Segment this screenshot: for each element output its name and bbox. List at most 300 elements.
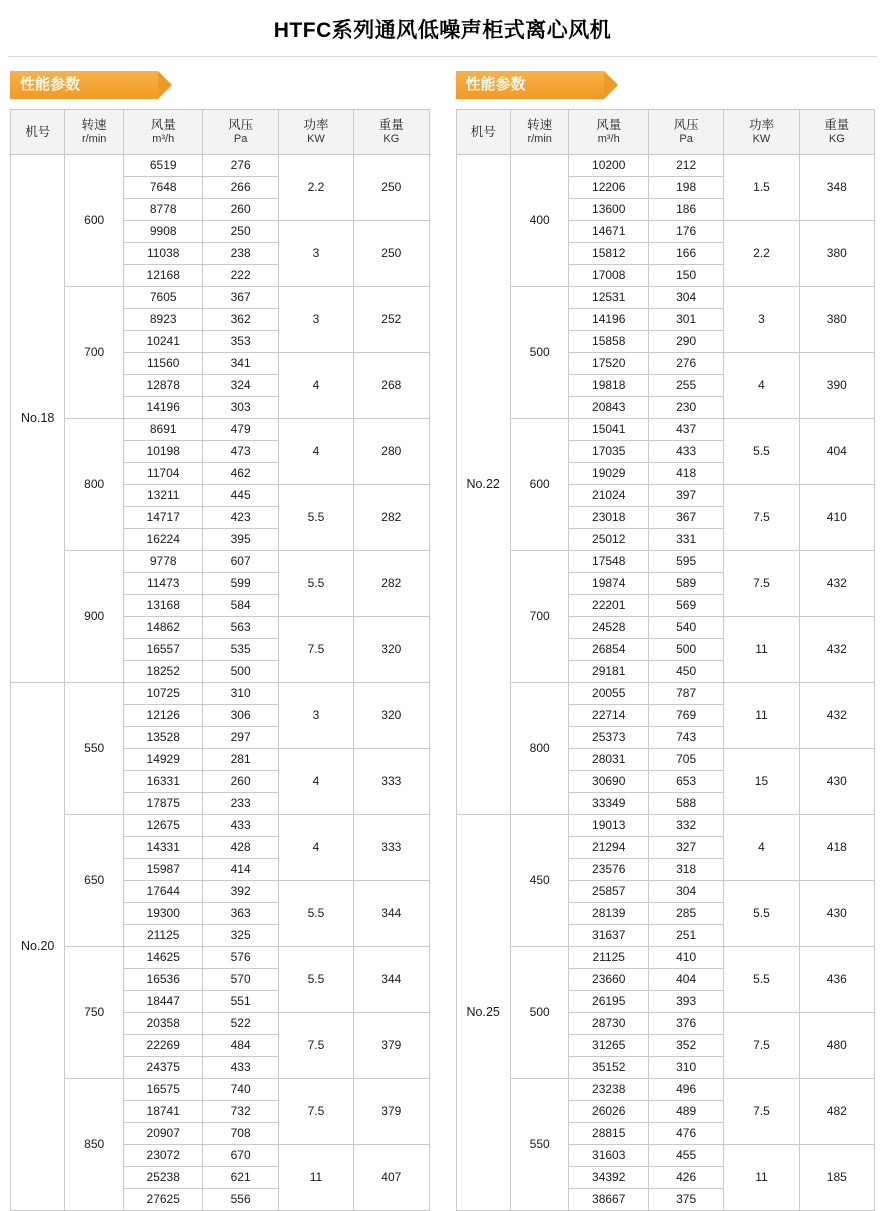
- cell-pressure: 392: [203, 881, 278, 903]
- cell-pressure: 375: [648, 1189, 723, 1211]
- cell-pressure: 740: [203, 1079, 278, 1101]
- cell-flow: 7605: [123, 287, 203, 309]
- cell-power: 4: [278, 815, 353, 881]
- section-header-left: [10, 71, 430, 99]
- cell-flow: 12126: [123, 705, 203, 727]
- cell-pressure: 769: [648, 705, 723, 727]
- cell-pressure: 418: [648, 463, 723, 485]
- cell-pressure: 353: [203, 331, 278, 353]
- cell-power: 4: [278, 353, 353, 419]
- cell-flow: 15987: [123, 859, 203, 881]
- cell-pressure: 535: [203, 639, 278, 661]
- cell-weight: 379: [354, 1013, 429, 1079]
- col-header-pressure-unit: Pa: [679, 132, 693, 145]
- cell-flow: 13168: [123, 595, 203, 617]
- cell-flow: 35152: [569, 1057, 649, 1079]
- cell-model: No.22: [456, 155, 510, 815]
- cell-pressure: 540: [648, 617, 723, 639]
- table-row: [11, 947, 430, 969]
- col-header-pressure: [203, 110, 278, 155]
- cell-speed: 400: [510, 155, 569, 287]
- cell-flow: 31265: [569, 1035, 649, 1057]
- cell-flow: 24528: [569, 617, 649, 639]
- cell-pressure: 705: [648, 749, 723, 771]
- table-row: [456, 287, 875, 309]
- cell-pressure: 304: [648, 881, 723, 903]
- cell-flow: 17008: [569, 265, 649, 287]
- cell-speed: 600: [65, 155, 124, 287]
- col-header-speed: [65, 110, 124, 155]
- cell-speed: 500: [510, 947, 569, 1079]
- cell-pressure: 266: [203, 177, 278, 199]
- cell-pressure: 500: [203, 661, 278, 683]
- table-header-right: [456, 110, 875, 155]
- cell-pressure: 570: [203, 969, 278, 991]
- cell-flow: 27625: [123, 1189, 203, 1211]
- cell-flow: 29181: [569, 661, 649, 683]
- cell-weight: 418: [799, 815, 874, 881]
- cell-pressure: 276: [203, 155, 278, 177]
- cell-pressure: 743: [648, 727, 723, 749]
- cell-pressure: 393: [648, 991, 723, 1013]
- cell-pressure: 479: [203, 419, 278, 441]
- cell-pressure: 450: [648, 661, 723, 683]
- col-header-power: [724, 110, 799, 155]
- table-body-right: [456, 155, 875, 1211]
- cell-weight: 282: [354, 551, 429, 617]
- cell-pressure: 589: [648, 573, 723, 595]
- table-row: [456, 683, 875, 705]
- cell-pressure: 787: [648, 683, 723, 705]
- cell-pressure: 176: [648, 221, 723, 243]
- performance-table-right: [456, 109, 876, 1211]
- cell-pressure: 363: [203, 903, 278, 925]
- table-body-left: [11, 155, 430, 1211]
- cell-flow: 10241: [123, 331, 203, 353]
- cell-flow: 11473: [123, 573, 203, 595]
- cell-flow: 25373: [569, 727, 649, 749]
- cell-pressure: 410: [648, 947, 723, 969]
- cell-flow: 12531: [569, 287, 649, 309]
- cell-flow: 18447: [123, 991, 203, 1013]
- cell-pressure: 473: [203, 441, 278, 463]
- cell-flow: 9778: [123, 551, 203, 573]
- col-header-pressure: [648, 110, 723, 155]
- cell-pressure: 341: [203, 353, 278, 375]
- col-header-weight-unit: KG: [828, 132, 845, 145]
- cell-pressure: 476: [648, 1123, 723, 1145]
- cell-pressure: 522: [203, 1013, 278, 1035]
- cell-weight: 404: [799, 419, 874, 485]
- cell-weight: 432: [799, 551, 874, 617]
- cell-speed: 750: [65, 947, 124, 1079]
- col-header-flow-unit: m³/h: [597, 132, 620, 145]
- cell-pressure: 367: [648, 507, 723, 529]
- cell-weight: 333: [354, 815, 429, 881]
- cell-model: No.18: [11, 155, 65, 683]
- cell-pressure: 576: [203, 947, 278, 969]
- cell-pressure: 276: [648, 353, 723, 375]
- cell-weight: 430: [799, 881, 874, 947]
- cell-flow: 17875: [123, 793, 203, 815]
- cell-flow: 21294: [569, 837, 649, 859]
- cell-flow: 8691: [123, 419, 203, 441]
- cell-flow: 15812: [569, 243, 649, 265]
- cell-pressure: 433: [648, 441, 723, 463]
- cell-pressure: 433: [203, 1057, 278, 1079]
- cell-pressure: 303: [203, 397, 278, 419]
- cell-flow: 25012: [569, 529, 649, 551]
- col-header-speed-unit: r/min: [527, 132, 552, 145]
- cell-pressure: 251: [648, 925, 723, 947]
- cell-pressure: 290: [648, 331, 723, 353]
- cell-weight: 250: [354, 221, 429, 287]
- cell-pressure: 595: [648, 551, 723, 573]
- cell-weight: 410: [799, 485, 874, 551]
- col-header-flow: [123, 110, 203, 155]
- cell-flow: 23018: [569, 507, 649, 529]
- section-header-label-left: 性能参数: [20, 76, 81, 93]
- cell-flow: 10198: [123, 441, 203, 463]
- cell-pressure: 397: [648, 485, 723, 507]
- cell-power: 3: [278, 683, 353, 749]
- cell-flow: 10200: [569, 155, 649, 177]
- header-row: [11, 110, 430, 155]
- cell-model: No.25: [456, 815, 510, 1211]
- cell-flow: 8923: [123, 309, 203, 331]
- performance-table-left: [10, 109, 430, 1211]
- cell-flow: 14717: [123, 507, 203, 529]
- col-header-flow-title: 风量: [596, 118, 622, 133]
- cell-power: 1.5: [724, 155, 799, 221]
- col-header-speed-title: 转速: [81, 118, 107, 133]
- cell-weight: 390: [799, 353, 874, 419]
- cell-pressure: 708: [203, 1123, 278, 1145]
- col-header-flow-title: 风量: [150, 118, 176, 133]
- cell-weight: 320: [354, 683, 429, 749]
- cell-pressure: 150: [648, 265, 723, 287]
- cell-flow: 14671: [569, 221, 649, 243]
- cell-weight: 407: [354, 1145, 429, 1211]
- cell-pressure: 352: [648, 1035, 723, 1057]
- cell-flow: 17520: [569, 353, 649, 375]
- cell-power: 4: [724, 353, 799, 419]
- content-columns: [0, 71, 885, 1211]
- cell-flow: 25857: [569, 881, 649, 903]
- cell-power: 5.5: [278, 881, 353, 947]
- cell-pressure: 304: [648, 287, 723, 309]
- cell-weight: 482: [799, 1079, 874, 1145]
- cell-pressure: 437: [648, 419, 723, 441]
- cell-pressure: 285: [648, 903, 723, 925]
- cell-speed: 600: [510, 419, 569, 551]
- table-row: [456, 947, 875, 969]
- cell-speed: 850: [65, 1079, 124, 1211]
- cell-flow: 26195: [569, 991, 649, 1013]
- cell-pressure: 301: [648, 309, 723, 331]
- cell-flow: 20907: [123, 1123, 203, 1145]
- cell-power: 7.5: [724, 1079, 799, 1145]
- cell-speed: 700: [510, 551, 569, 683]
- cell-pressure: 376: [648, 1013, 723, 1035]
- cell-pressure: 297: [203, 727, 278, 749]
- cell-flow: 13211: [123, 485, 203, 507]
- cell-pressure: 331: [648, 529, 723, 551]
- cell-power: 7.5: [278, 617, 353, 683]
- cell-pressure: 445: [203, 485, 278, 507]
- cell-power: 5.5: [724, 419, 799, 485]
- table-row: [456, 1079, 875, 1101]
- cell-power: 11: [724, 1145, 799, 1211]
- cell-flow: 18741: [123, 1101, 203, 1123]
- cell-flow: 13528: [123, 727, 203, 749]
- table-row: [11, 287, 430, 309]
- col-header-weight-unit: KG: [383, 132, 400, 145]
- cell-flow: 34392: [569, 1167, 649, 1189]
- cell-flow: 38667: [569, 1189, 649, 1211]
- cell-flow: 16575: [123, 1079, 203, 1101]
- cell-pressure: 324: [203, 375, 278, 397]
- cell-pressure: 327: [648, 837, 723, 859]
- cell-power: 7.5: [724, 1013, 799, 1079]
- cell-flow: 12675: [123, 815, 203, 837]
- cell-pressure: 428: [203, 837, 278, 859]
- cell-power: 11: [278, 1145, 353, 1211]
- cell-pressure: 423: [203, 507, 278, 529]
- cell-pressure: 563: [203, 617, 278, 639]
- cell-flow: 28139: [569, 903, 649, 925]
- cell-weight: 250: [354, 155, 429, 221]
- cell-flow: 26854: [569, 639, 649, 661]
- cell-power: 3: [724, 287, 799, 353]
- cell-power: 7.5: [278, 1079, 353, 1145]
- col-header-flow-unit: m³/h: [152, 132, 175, 145]
- col-header-power-title: 功率: [303, 118, 329, 133]
- cell-pressure: 462: [203, 463, 278, 485]
- cell-speed: 550: [65, 683, 124, 815]
- cell-flow: 24375: [123, 1057, 203, 1079]
- cell-weight: 268: [354, 353, 429, 419]
- cell-power: 5.5: [724, 947, 799, 1013]
- cell-pressure: 281: [203, 749, 278, 771]
- cell-flow: 28815: [569, 1123, 649, 1145]
- cell-flow: 12168: [123, 265, 203, 287]
- table-row: [11, 551, 430, 573]
- cell-pressure: 250: [203, 221, 278, 243]
- cell-pressure: 556: [203, 1189, 278, 1211]
- cell-speed: 550: [510, 1079, 569, 1211]
- cell-pressure: 212: [648, 155, 723, 177]
- table-row: [11, 1079, 430, 1101]
- section-header-label-right: 性能参数: [465, 76, 526, 93]
- cell-flow: 22269: [123, 1035, 203, 1057]
- cell-flow: 16536: [123, 969, 203, 991]
- cell-pressure: 166: [648, 243, 723, 265]
- col-header-power-unit: KW: [307, 132, 325, 145]
- cell-speed: 450: [510, 815, 569, 947]
- cell-pressure: 310: [648, 1057, 723, 1079]
- col-header-power: [278, 110, 353, 155]
- table-row: [11, 815, 430, 837]
- cell-power: 5.5: [278, 551, 353, 617]
- cell-pressure: 395: [203, 529, 278, 551]
- title-divider: [8, 56, 877, 57]
- cell-flow: 19029: [569, 463, 649, 485]
- cell-flow: 7648: [123, 177, 203, 199]
- cell-power: 5.5: [278, 485, 353, 551]
- cell-flow: 17548: [569, 551, 649, 573]
- cell-weight: 282: [354, 485, 429, 551]
- cell-pressure: 260: [203, 771, 278, 793]
- cell-flow: 21125: [569, 947, 649, 969]
- left-column: [10, 71, 430, 1211]
- cell-flow: 23072: [123, 1145, 203, 1167]
- cell-flow: 26026: [569, 1101, 649, 1123]
- col-header-weight-title: 重量: [378, 118, 404, 133]
- cell-power: 7.5: [278, 1013, 353, 1079]
- cell-power: 7.5: [724, 551, 799, 617]
- cell-pressure: 569: [648, 595, 723, 617]
- table-row: [11, 155, 430, 177]
- cell-flow: 14625: [123, 947, 203, 969]
- cell-weight: 430: [799, 749, 874, 815]
- cell-weight: 320: [354, 617, 429, 683]
- cell-flow: 11704: [123, 463, 203, 485]
- cell-flow: 9908: [123, 221, 203, 243]
- cell-power: 4: [724, 815, 799, 881]
- cell-speed: 800: [510, 683, 569, 815]
- cell-power: 2.2: [724, 221, 799, 287]
- cell-pressure: 484: [203, 1035, 278, 1057]
- cell-power: 5.5: [724, 881, 799, 947]
- cell-pressure: 496: [648, 1079, 723, 1101]
- cell-flow: 13600: [569, 199, 649, 221]
- cell-pressure: 260: [203, 199, 278, 221]
- cell-flow: 19818: [569, 375, 649, 397]
- col-header-speed-title: 转速: [527, 118, 553, 133]
- section-header-right: [456, 71, 876, 99]
- cell-flow: 14196: [123, 397, 203, 419]
- cell-flow: 17644: [123, 881, 203, 903]
- cell-flow: 28730: [569, 1013, 649, 1035]
- cell-weight: 252: [354, 287, 429, 353]
- col-header-speed-unit: r/min: [81, 132, 107, 145]
- table-row: [456, 551, 875, 573]
- cell-pressure: 433: [203, 815, 278, 837]
- cell-power: 11: [724, 617, 799, 683]
- cell-flow: 19300: [123, 903, 203, 925]
- cell-power: 7.5: [724, 485, 799, 551]
- cell-pressure: 238: [203, 243, 278, 265]
- cell-weight: 480: [799, 1013, 874, 1079]
- cell-power: 3: [278, 287, 353, 353]
- cell-pressure: 230: [648, 397, 723, 419]
- cell-power: 3: [278, 221, 353, 287]
- cell-speed: 800: [65, 419, 124, 551]
- cell-flow: 31637: [569, 925, 649, 947]
- cell-pressure: 325: [203, 925, 278, 947]
- cell-flow: 20055: [569, 683, 649, 705]
- cell-flow: 19874: [569, 573, 649, 595]
- cell-pressure: 367: [203, 287, 278, 309]
- cell-speed: 700: [65, 287, 124, 419]
- cell-flow: 23660: [569, 969, 649, 991]
- cell-speed: 650: [65, 815, 124, 947]
- cell-weight: 348: [799, 155, 874, 221]
- cell-flow: 14196: [569, 309, 649, 331]
- cell-flow: 14862: [123, 617, 203, 639]
- cell-flow: 33349: [569, 793, 649, 815]
- col-header-model: 机号: [11, 110, 65, 155]
- cell-pressure: 426: [648, 1167, 723, 1189]
- cell-pressure: 653: [648, 771, 723, 793]
- cell-weight: 333: [354, 749, 429, 815]
- cell-power: 11: [724, 683, 799, 749]
- col-header-power-unit: KW: [752, 132, 771, 145]
- cell-flow: 23576: [569, 859, 649, 881]
- cell-speed: 500: [510, 287, 569, 419]
- cell-flow: 16331: [123, 771, 203, 793]
- header-row: [456, 110, 875, 155]
- cell-flow: 20358: [123, 1013, 203, 1035]
- cell-flow: 20843: [569, 397, 649, 419]
- cell-flow: 14929: [123, 749, 203, 771]
- cell-flow: 25238: [123, 1167, 203, 1189]
- cell-flow: 31603: [569, 1145, 649, 1167]
- cell-flow: 19013: [569, 815, 649, 837]
- col-header-weight: [354, 110, 429, 155]
- cell-flow: 15858: [569, 331, 649, 353]
- table-row: [456, 155, 875, 177]
- table-row: [11, 419, 430, 441]
- cell-flow: 14331: [123, 837, 203, 859]
- cell-pressure: 551: [203, 991, 278, 1013]
- col-header-pressure-title: 风压: [228, 118, 254, 133]
- cell-power: 4: [278, 419, 353, 485]
- cell-pressure: 233: [203, 793, 278, 815]
- col-header-speed: [510, 110, 569, 155]
- cell-flow: 10725: [123, 683, 203, 705]
- col-header-pressure-title: 风压: [673, 118, 699, 133]
- cell-weight: 379: [354, 1079, 429, 1145]
- cell-flow: 8778: [123, 199, 203, 221]
- cell-power: 5.5: [278, 947, 353, 1013]
- cell-pressure: 198: [648, 177, 723, 199]
- col-header-power-title: 功率: [748, 118, 774, 133]
- cell-pressure: 404: [648, 969, 723, 991]
- right-column: [456, 71, 876, 1211]
- cell-weight: 432: [799, 617, 874, 683]
- cell-flow: 15041: [569, 419, 649, 441]
- cell-flow: 22714: [569, 705, 649, 727]
- cell-pressure: 414: [203, 859, 278, 881]
- cell-power: 15: [724, 749, 799, 815]
- cell-weight: 344: [354, 947, 429, 1013]
- cell-pressure: 621: [203, 1167, 278, 1189]
- table-row: [456, 815, 875, 837]
- table-header-left: [11, 110, 430, 155]
- cell-weight: 280: [354, 419, 429, 485]
- cell-flow: 21125: [123, 925, 203, 947]
- cell-weight: 344: [354, 881, 429, 947]
- cell-flow: 16224: [123, 529, 203, 551]
- cell-model: No.20: [11, 683, 65, 1211]
- cell-flow: 28031: [569, 749, 649, 771]
- cell-pressure: 607: [203, 551, 278, 573]
- cell-flow: 12878: [123, 375, 203, 397]
- cell-pressure: 732: [203, 1101, 278, 1123]
- cell-flow: 16557: [123, 639, 203, 661]
